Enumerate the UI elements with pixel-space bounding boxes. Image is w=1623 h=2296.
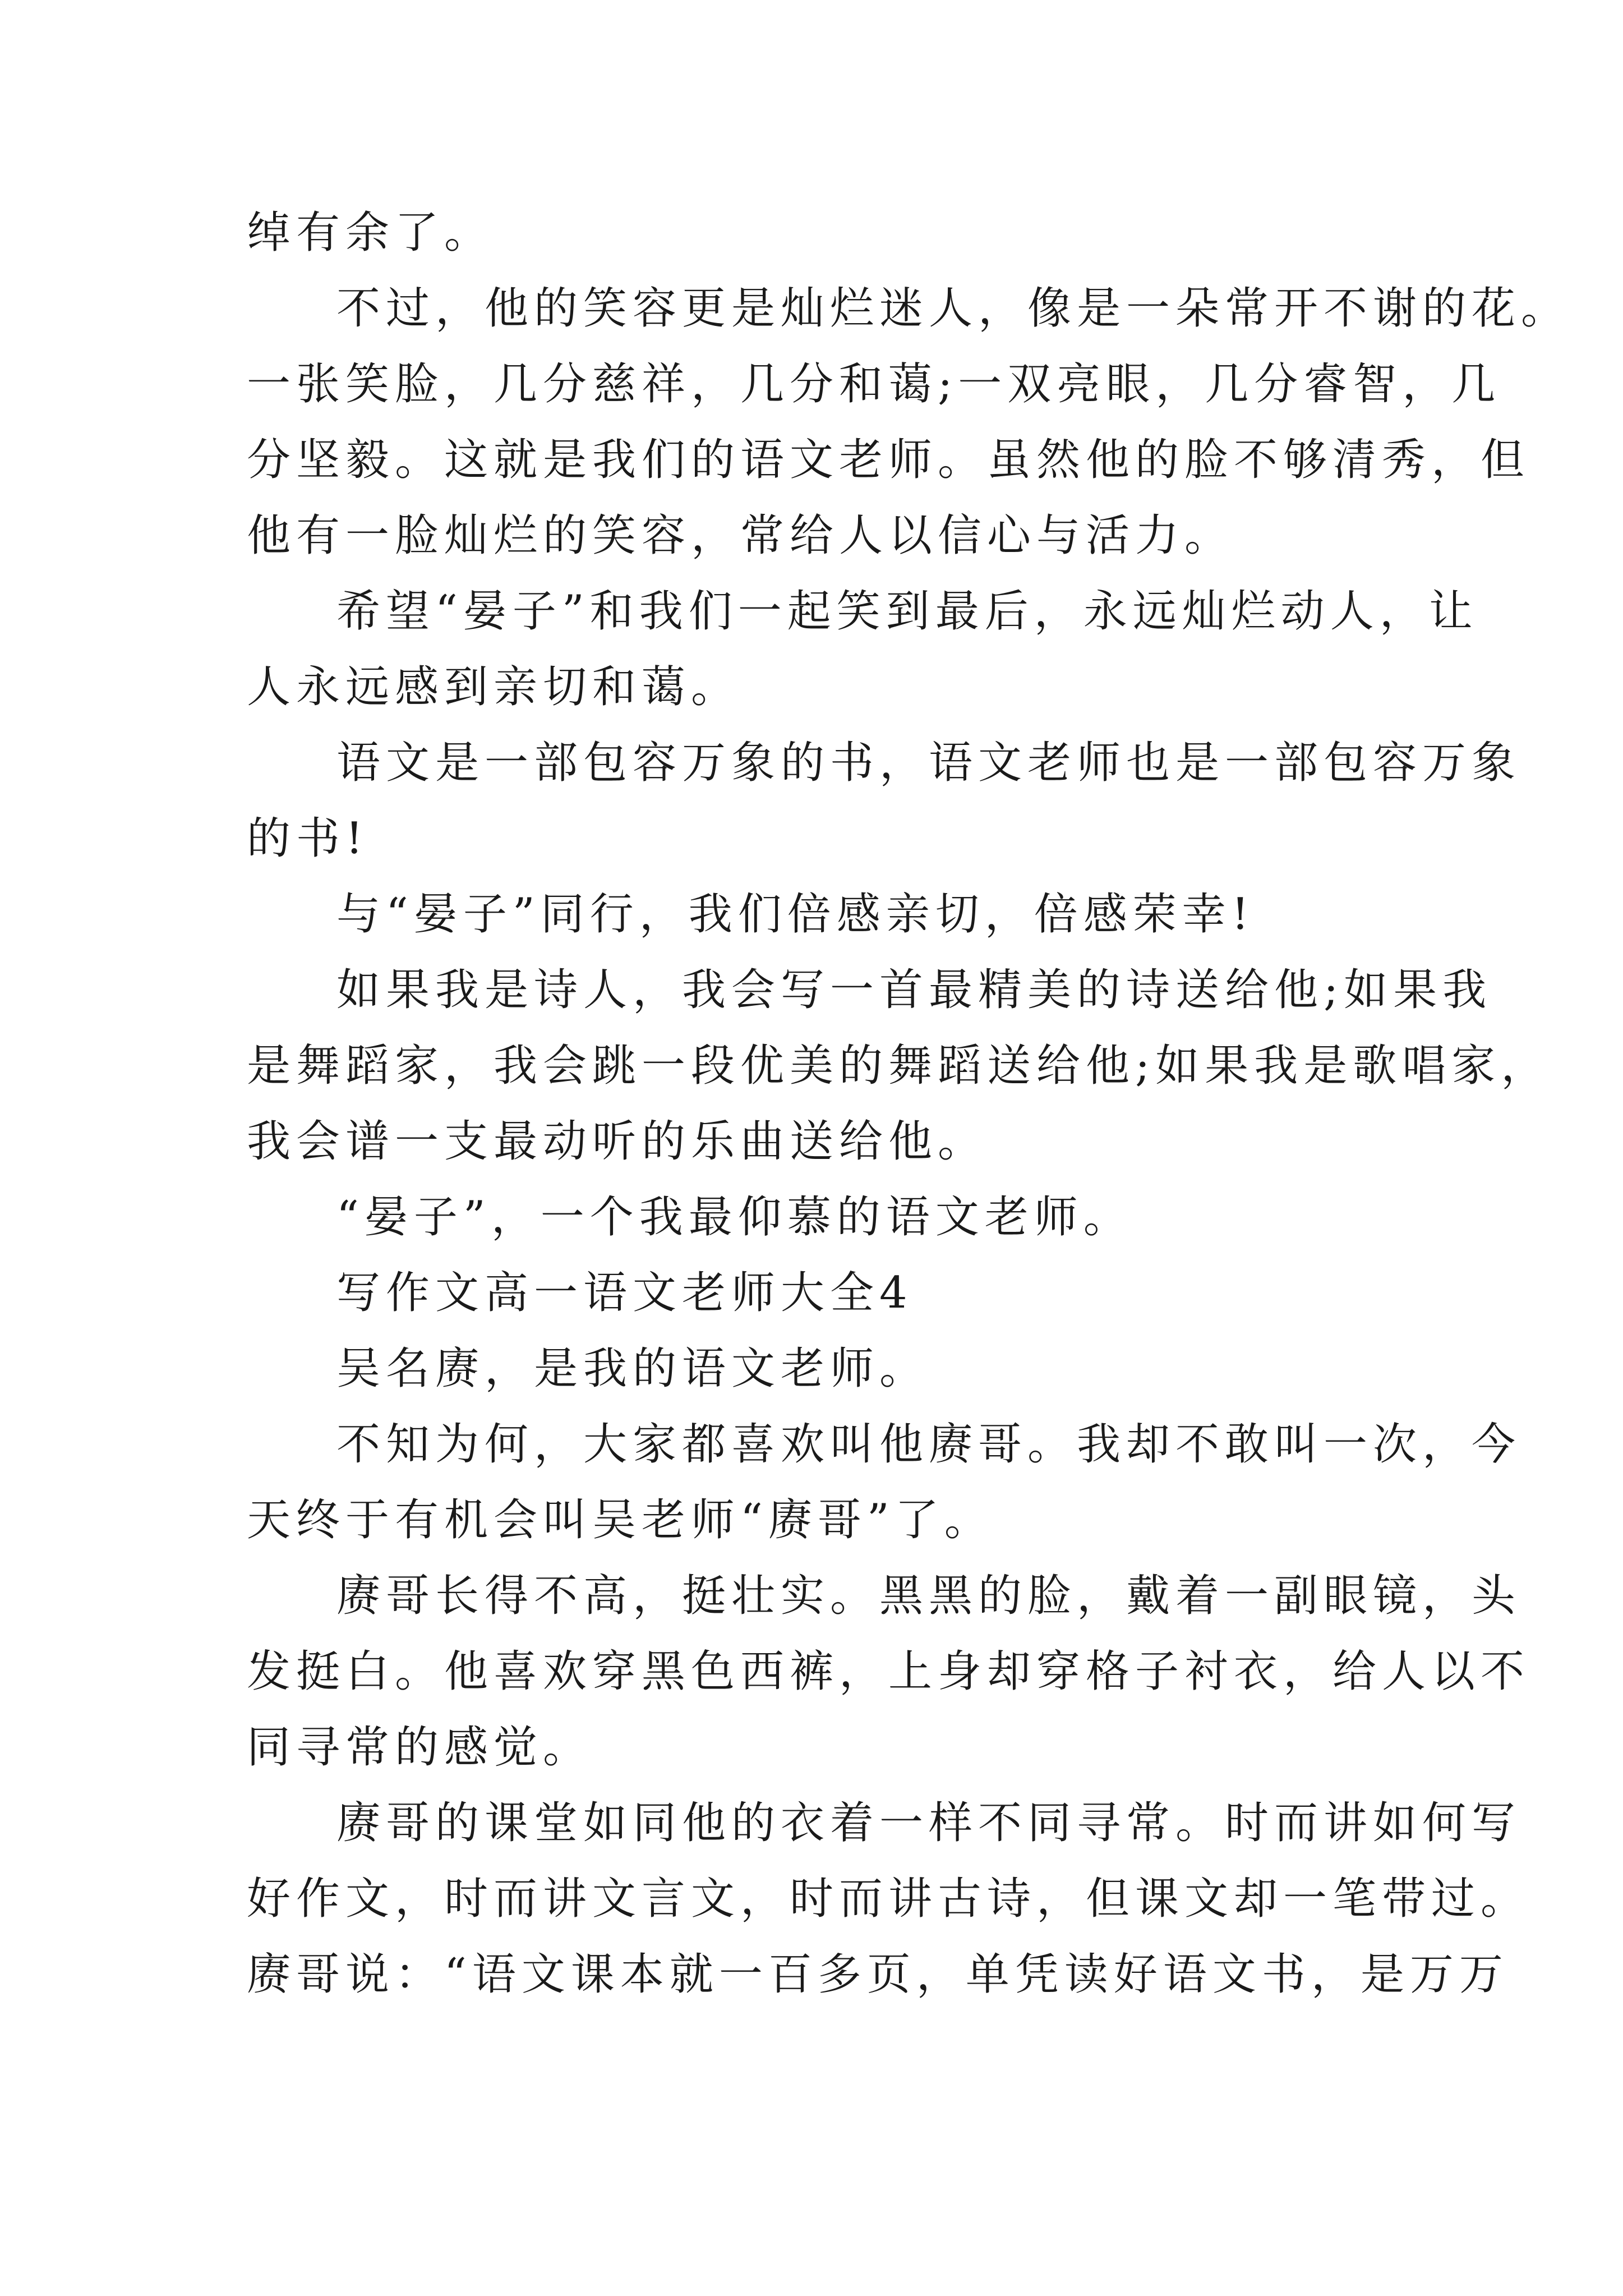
text-line: 希望“晏子”和我们一起笑到最后，永远灿烂动人，让 [336,586,1478,637]
text-line: 的书! [247,813,369,864]
text-line: 绰有余了。 [247,208,494,258]
section-heading: 写作文高一语文老师大全4 [336,1268,913,1318]
text-line: 不知为何，大家都喜欢叫他赓哥。我却不敢叫一次，今 [336,1419,1521,1470]
text-line: 不过，他的笑容更是灿烂迷人，像是一朵常开不谢的花。 [336,283,1571,334]
text-line: 赓哥说：“语文课本就一百多页，单凭读好语文书，是万万 [247,1949,1509,2000]
text-line: 与“晏子”同行，我们倍感亲切，倍感荣幸! [336,889,1255,940]
text-line: 天终于有机会叫吴老师“赓哥”了。 [247,1495,994,1545]
text-line: 语文是一部包容万象的书，语文老师也是一部包容万象 [336,738,1521,788]
text-line: “晏子”，一个我最仰慕的语文老师。 [336,1192,1133,1243]
text-line: 如果我是诗人，我会写一首最精美的诗送给他;如果我 [336,965,1492,1015]
text-line: 吴名赓，是我的语文老师。 [336,1343,929,1394]
text-line: 赓哥长得不高，挺壮实。黑黑的脸，戴着一副眼镜，头 [336,1571,1521,1621]
text-line: 好作文，时而讲文言文，时而讲古诗，但课文却一笔带过。 [247,1874,1530,1924]
text-line: 分坚毅。这就是我们的语文老师。虽然他的脸不够清秀，但 [247,435,1530,485]
text-line: 同寻常的感觉。 [247,1722,593,1773]
text-line: 他有一脸灿烂的笑容，常给人以信心与活力。 [247,510,1234,561]
text-line: 人永远感到亲切和蔼。 [247,662,741,712]
text-line: 赓哥的课堂如同他的衣着一样不同寻常。时而讲如何写 [336,1798,1521,1848]
text-line: 我会谱一支最动听的乐曲送给他。 [247,1116,988,1167]
text-line: 一张笑脸，几分慈祥，几分和蔼;一双亮眼，几分睿智，几 [247,359,1501,409]
text-line: 发挺白。他喜欢穿黑色西裤，上身却穿格子衬衣，给人以不 [247,1646,1530,1697]
text-line: 是舞蹈家，我会跳一段优美的舞蹈送给他;如果我是歌唱家， [247,1041,1551,1091]
